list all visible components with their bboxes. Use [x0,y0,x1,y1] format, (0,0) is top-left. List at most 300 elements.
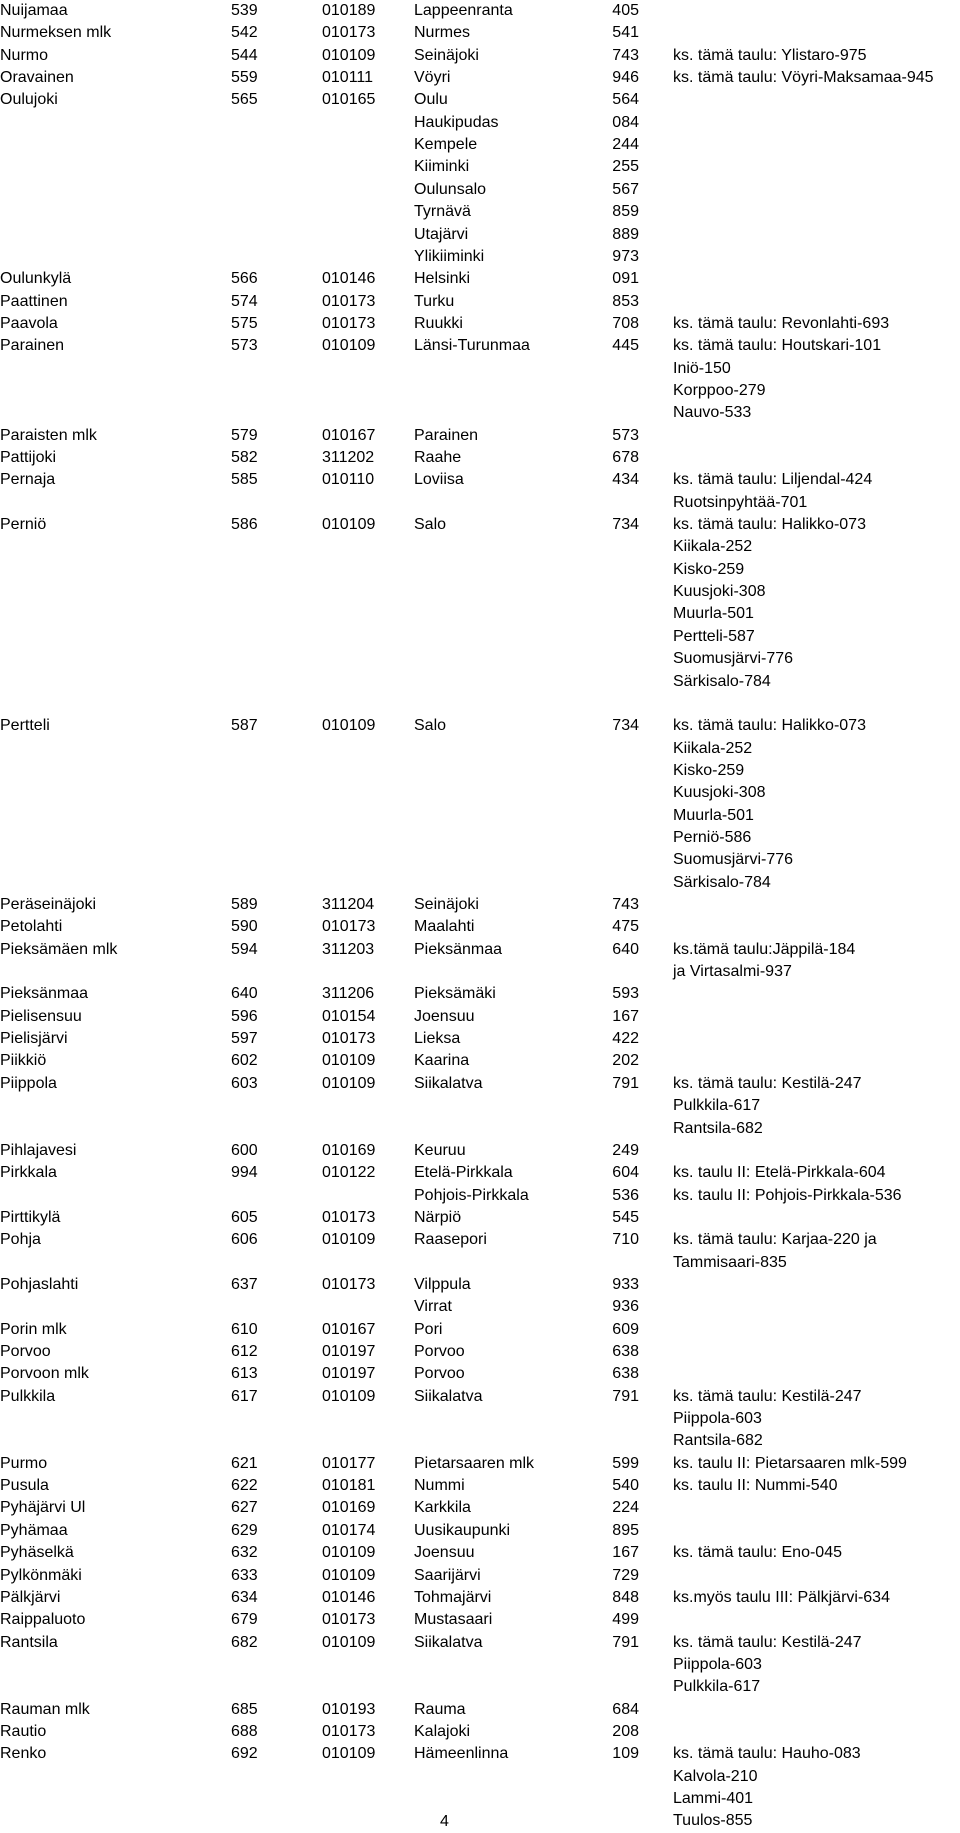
row-municipality-name: Pernaja [0,471,56,489]
row-reference-note: Kisko-259 [673,560,745,578]
row-municipality-code: 602 [231,1052,258,1070]
row-change-code: 010109 [322,337,376,355]
row-new-municipality-code: 422 [612,1030,639,1048]
table-row [0,648,960,670]
row-new-municipality: Tohmajärvi [414,1588,492,1606]
row-new-municipality-code: 109 [612,1745,639,1763]
table-row [0,492,960,514]
table-row [0,1274,960,1296]
row-municipality-code: 539 [231,2,258,19]
row-municipality-name: Peräseinäjoki [0,896,97,913]
row-new-municipality: Oulunsalo [414,180,487,198]
table-row [0,224,960,246]
row-reference-note: Tammisaari-835 [673,1253,787,1271]
row-municipality-name: Pattijoki [0,449,57,466]
row-new-municipality-code: 249 [612,1141,639,1159]
row-municipality-code: 637 [231,1275,258,1293]
table-row [0,156,960,178]
row-new-municipality: Salo [414,516,447,534]
row-municipality-name: Rantsila [0,1633,58,1651]
row-new-municipality-code: 946 [612,69,639,87]
row-municipality-name: Oulujoki [0,91,58,109]
row-reference-note: ks. tämä taulu: Ylistaro-975 [673,46,867,64]
row-municipality-code: 606 [231,1231,258,1249]
table-row [0,1475,960,1497]
row-new-municipality-code: 545 [612,1208,639,1226]
row-new-municipality-code: 573 [612,426,639,444]
row-reference-note: Muurla-501 [673,605,754,623]
row-new-municipality: Nummi [414,1477,465,1495]
table-row [0,782,960,804]
row-reference-note: Iniö-150 [673,359,731,377]
row-change-code: 010167 [322,426,376,444]
table-row [0,268,960,290]
row-municipality-code: 692 [231,1745,258,1763]
row-reference-note: ks. taulu II: Pohjois-Pirkkala-536 [673,1186,902,1204]
row-reference-note: Kisko-259 [673,761,745,779]
row-change-code: 010154 [322,1007,376,1025]
table-row [0,246,960,268]
row-new-municipality: Pieksämäki [414,985,496,1003]
row-municipality-name: Paattinen [0,292,68,310]
row-municipality-name: Perniö [0,516,47,534]
table-row [0,1766,960,1788]
row-municipality-code: 610 [231,1320,258,1338]
table-row [0,715,960,737]
row-municipality-name: Pusula [0,1477,49,1495]
row-reference-note: ks. tämä taulu: Karjaa-220 ja [673,1231,877,1249]
table-row [0,738,960,760]
row-new-municipality-code: 599 [612,1454,639,1472]
row-municipality-code: 632 [231,1544,258,1562]
row-reference-note: ks. tämä taulu: Halikko-073 [673,717,866,735]
row-municipality-name: Parainen [0,337,65,355]
row-change-code: 010173 [322,1030,376,1048]
table-row [0,358,960,380]
row-reference-note: ja Virtasalmi-937 [673,963,792,981]
row-municipality-name: Pieksänmaa [0,985,89,1003]
row-new-municipality: Uusikaupunki [414,1521,511,1539]
row-change-code: 010173 [322,314,376,332]
row-new-municipality-code: 791 [612,1633,639,1651]
row-reference-note: ks. tämä taulu: Hauho-083 [673,1745,861,1763]
table-row [0,760,960,782]
row-new-municipality: Vilppula [414,1275,471,1293]
row-new-municipality: Virrat [414,1298,452,1316]
table-row [0,1453,960,1475]
row-new-municipality-code: 536 [612,1186,639,1204]
row-municipality-code: 613 [231,1365,258,1383]
row-new-municipality-code: 167 [612,1007,639,1025]
row-municipality-code: 582 [231,449,258,466]
table-row [0,1609,960,1631]
row-municipality-code: 589 [231,896,258,913]
row-municipality-code: 603 [231,1074,258,1092]
row-municipality-code: 622 [231,1477,258,1495]
table-row [0,1565,960,1587]
table-row [0,425,960,447]
row-reference-note: ks. tämä taulu: Halikko-073 [673,516,866,534]
row-change-code: 010173 [322,292,376,310]
row-change-code: 010122 [322,1164,376,1182]
row-municipality-name: Piippola [0,1074,57,1092]
row-new-municipality-code: 859 [612,203,639,221]
row-new-municipality: Tyrnävä [414,203,471,221]
row-new-municipality: Mustasaari [414,1611,493,1629]
row-reference-note: ks. tämä taulu: Eno-045 [673,1544,842,1562]
row-change-code: 311206 [322,985,375,1003]
row-new-municipality: Porvoo [414,1343,465,1360]
row-new-municipality: Siikalatva [414,1074,483,1092]
row-new-municipality-code: 638 [612,1365,639,1383]
row-municipality-name: Pertteli [0,717,50,735]
table-row [0,1185,960,1207]
row-new-municipality: Siikalatva [414,1633,483,1651]
row-reference-note: Ruotsinpyhtää-701 [673,493,808,511]
row-municipality-code: 590 [231,918,258,936]
table-row [0,1430,960,1452]
row-reference-note: Pulkkila-617 [673,1097,761,1115]
row-municipality-code: 600 [231,1141,258,1159]
table-row [0,961,960,983]
row-change-code: 010173 [322,24,376,42]
table-row [0,291,960,313]
table-row [0,1699,960,1721]
row-new-municipality: Joensuu [414,1007,475,1025]
row-new-municipality: Haukipudas [414,113,499,131]
row-new-municipality-code: 244 [612,136,639,154]
table-row [0,983,960,1005]
row-new-municipality-code: 684 [612,1700,639,1718]
row-new-municipality: Pietarsaaren mlk [414,1454,535,1472]
row-new-municipality: Seinäjoki [414,896,479,913]
row-municipality-code: 596 [231,1007,258,1025]
table-row [0,939,960,961]
row-new-municipality-code: 475 [612,918,639,936]
row-new-municipality: Pieksänmaa [414,940,503,958]
row-new-municipality: Kiiminki [414,158,470,176]
row-new-municipality-code: 609 [612,1320,639,1338]
row-reference-note: Kuusjoki-308 [673,583,766,601]
row-reference-note: Kiikala-252 [673,739,753,757]
table-row [0,1587,960,1609]
row-municipality-name: Rauman mlk [0,1700,90,1718]
table-row [0,603,960,625]
row-change-code: 010189 [322,2,376,19]
row-new-municipality: Helsinki [414,270,471,288]
row-municipality-code: 994 [231,1164,258,1182]
row-new-municipality-code: 791 [612,1387,639,1405]
row-reference-note: ks. tämä taulu: Houtskari-101 [673,337,882,355]
row-change-code: 010169 [322,1499,376,1517]
table-row [0,134,960,156]
table-row [0,1319,960,1341]
row-change-code: 010109 [322,1052,376,1070]
table-row [0,0,960,22]
row-municipality-code: 617 [231,1387,258,1405]
row-change-code: 010197 [322,1343,376,1360]
row-change-code: 010181 [322,1477,376,1495]
row-change-code: 010109 [322,516,376,534]
row-reference-note: ks. taulu II: Pietarsaaren mlk-599 [673,1454,907,1472]
table-row [0,849,960,871]
row-municipality-code: 633 [231,1566,258,1584]
row-municipality-name: Petolahti [0,918,63,936]
table-row [0,89,960,111]
row-municipality-name: Paraisten mlk [0,426,97,444]
row-new-municipality-code: 255 [612,158,639,176]
row-municipality-code: 575 [231,314,258,332]
row-municipality-name: Nurmo [0,46,49,64]
row-change-code: 010110 [322,471,375,489]
row-municipality-name: Pylkönmäki [0,1566,82,1584]
table-row [0,805,960,827]
table-row [0,827,960,849]
row-reference-note: Nauvo-533 [673,404,752,422]
table-row [0,45,960,67]
row-change-code: 010109 [322,46,376,64]
row-new-municipality-code: 405 [612,2,639,19]
row-change-code: 010173 [322,918,376,936]
row-reference-note: Tuulos-855 [673,1812,753,1830]
table-row [0,112,960,134]
row-new-municipality-code: 729 [612,1566,639,1584]
table-row [0,1520,960,1542]
row-new-municipality: Vöyri [414,69,451,87]
row-change-code: 010109 [322,1566,376,1584]
row-change-code: 010109 [322,1633,376,1651]
row-new-municipality: Karkkila [414,1499,471,1517]
row-new-municipality: Nurmes [414,24,471,42]
row-new-municipality: Keuruu [414,1141,466,1159]
row-reference-note: Kuusjoki-308 [673,784,766,802]
row-new-municipality-code: 593 [612,985,639,1003]
row-municipality-code: 594 [231,940,258,958]
row-new-municipality: Oulu [414,91,448,109]
row-municipality-name: Piikkiö [0,1052,47,1070]
row-new-municipality-code: 541 [612,24,639,42]
row-municipality-code: 685 [231,1700,258,1718]
row-reference-note: ks. tämä taulu: Vöyri-Maksamaa-945 [673,69,934,87]
row-reference-note: ks. taulu II: Nummi-540 [673,1477,838,1495]
row-reference-note: ks. tämä taulu: Kestilä-247 [673,1074,862,1092]
table-row [0,536,960,558]
row-new-municipality: Seinäjoki [414,46,479,64]
row-municipality-code: 627 [231,1499,258,1517]
row-new-municipality: Lappeenranta [414,2,513,19]
table-row [0,1140,960,1162]
table-row [0,1497,960,1519]
row-new-municipality-code: 743 [612,46,639,64]
row-municipality-code: 566 [231,270,258,288]
row-change-code: 010169 [322,1141,376,1159]
row-new-municipality-code: 564 [612,91,639,109]
row-municipality-code: 544 [231,46,258,64]
row-reference-note: Perniö-586 [673,828,752,846]
row-new-municipality-code: 224 [612,1499,639,1517]
row-new-municipality-code: 973 [612,247,639,265]
row-new-municipality: Raahe [414,449,462,466]
table-row [0,1363,960,1385]
row-new-municipality-code: 640 [612,940,639,958]
row-change-code: 010167 [322,1320,376,1338]
table-row [0,1095,960,1117]
row-reference-note: Rantsila-682 [673,1432,763,1450]
row-change-code: 010109 [322,1231,376,1249]
row-change-code: 010177 [322,1454,376,1472]
row-reference-note: Rantsila-682 [673,1119,763,1137]
row-municipality-name: Pielisjärvi [0,1030,68,1048]
row-municipality-name: Porin mlk [0,1320,67,1338]
table-row [0,916,960,938]
row-new-municipality: Salo [414,717,447,735]
row-new-municipality-code: 734 [612,717,639,735]
row-municipality-name: Pyhäselkä [0,1544,74,1562]
row-new-municipality: Parainen [414,426,479,444]
row-municipality-code: 597 [231,1030,258,1048]
row-reference-note: Särkisalo-784 [673,672,771,690]
table-row [0,179,960,201]
table-row [0,1118,960,1140]
row-change-code: 010109 [322,1544,376,1562]
row-municipality-code: 579 [231,426,258,444]
page-number: 4 [440,1813,449,1830]
table-row [0,1721,960,1743]
row-new-municipality-code: 743 [612,896,639,913]
table-row [0,402,960,424]
row-municipality-name: Paavola [0,314,58,332]
row-municipality-name: Pyhäjärvi Ul [0,1499,86,1517]
row-change-code: 010174 [322,1521,376,1539]
row-reference-note: Suomusjärvi-776 [673,851,794,869]
row-new-municipality: Siikalatva [414,1387,483,1405]
row-new-municipality-code: 889 [612,225,639,243]
row-new-municipality: Turku [414,292,455,310]
row-reference-note: Särkisalo-784 [673,873,771,891]
row-reference-note: Pertteli-587 [673,627,755,645]
table-row [0,581,960,603]
row-new-municipality-code: 933 [612,1275,639,1293]
row-reference-note: Piippola-603 [673,1655,762,1673]
table-row [0,894,960,916]
row-municipality-name: Pohja [0,1231,41,1249]
row-change-code: 010173 [322,1722,376,1740]
row-change-code: 010109 [322,717,376,735]
row-new-municipality-code: 540 [612,1477,639,1495]
row-new-municipality-code: 434 [612,471,639,489]
row-new-municipality-code: 710 [612,1231,639,1249]
row-new-municipality-code: 167 [612,1544,639,1562]
table-row [0,1408,960,1430]
row-municipality-code: 679 [231,1611,258,1629]
table-row [0,1788,960,1810]
row-municipality-name: Pihlajavesi [0,1141,77,1159]
row-change-code: 010173 [322,1208,376,1226]
row-municipality-name: Pirttikylä [0,1208,61,1226]
row-municipality-name: Oravainen [0,69,74,87]
row-municipality-code: 542 [231,24,258,42]
table-row [0,1028,960,1050]
row-new-municipality: Saarijärvi [414,1566,481,1584]
row-municipality-name: Porvoon mlk [0,1365,89,1383]
row-new-municipality: Kempele [414,136,478,154]
table-row [0,313,960,335]
row-municipality-code: 612 [231,1343,258,1360]
row-change-code: 010197 [322,1365,376,1383]
row-municipality-name: Pieksämäen mlk [0,940,118,958]
row-change-code: 311203 [322,940,375,958]
row-municipality-name: Purmo [0,1454,48,1472]
row-reference-note: ks.myös taulu III: Pälkjärvi-634 [673,1588,890,1606]
row-municipality-code: 688 [231,1722,258,1740]
table-row [0,514,960,536]
row-new-municipality-code: 202 [612,1052,639,1070]
row-municipality-code: 629 [231,1521,258,1539]
row-municipality-code: 574 [231,292,258,310]
row-municipality-code: 586 [231,516,258,534]
row-change-code: 311204 [322,896,375,913]
row-new-municipality-code: 791 [612,1074,639,1092]
row-municipality-name: Pyhämaa [0,1521,68,1539]
table-row [0,201,960,223]
row-new-municipality-code: 848 [612,1588,639,1606]
table-row [0,1386,960,1408]
row-new-municipality: Etelä-Pirkkala [414,1164,513,1182]
table-row [0,1073,960,1095]
row-change-code: 010165 [322,91,376,109]
row-municipality-name: Pälkjärvi [0,1588,61,1606]
table-row [0,1654,960,1676]
row-change-code: 010109 [322,1387,376,1405]
table-row [0,1207,960,1229]
row-municipality-name: Rautio [0,1722,47,1740]
table-row [0,22,960,44]
row-new-municipality: Rauma [414,1700,466,1718]
row-municipality-name: Pirkkala [0,1164,57,1182]
row-new-municipality: Lieksa [414,1030,461,1048]
table-row [0,1229,960,1251]
row-new-municipality: Utajärvi [414,225,469,243]
row-municipality-code: 559 [231,69,258,87]
table-row [0,1050,960,1072]
row-change-code: 010146 [322,1588,376,1606]
row-municipality-name: Pulkkila [0,1387,56,1405]
table-row [0,1810,960,1832]
row-new-municipality: Pohjois-Pirkkala [414,1186,529,1204]
table-row [0,1162,960,1184]
row-reference-note: Suomusjärvi-776 [673,650,794,668]
row-change-code: 010109 [322,1074,376,1092]
row-new-municipality: Porvoo [414,1365,465,1383]
table-row [0,380,960,402]
row-reference-note: ks.tämä taulu:Jäppilä-184 [673,940,856,958]
row-new-municipality-code: 091 [612,270,639,288]
row-new-municipality-code: 638 [612,1343,639,1360]
table-row [0,559,960,581]
row-change-code: 010109 [322,1745,376,1763]
row-reference-note: Kalvola-210 [673,1767,758,1785]
row-new-municipality-code: 936 [612,1298,639,1316]
row-municipality-code: 585 [231,471,258,489]
row-municipality-code: 621 [231,1454,258,1472]
table-row [0,335,960,357]
table-row [0,1296,960,1318]
row-reference-note: Muurla-501 [673,806,754,824]
row-municipality-name: Pohjaslahti [0,1275,79,1293]
row-municipality-code: 640 [231,985,258,1003]
row-new-municipality: Ruukki [414,314,463,332]
row-municipality-name: Renko [0,1745,47,1763]
